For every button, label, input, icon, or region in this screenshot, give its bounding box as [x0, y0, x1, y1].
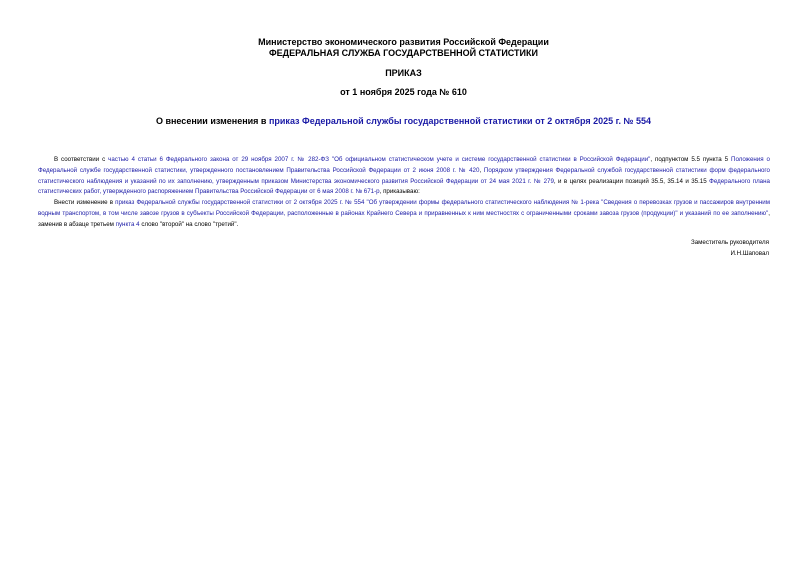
- title-prefix: О внесении изменения в: [155, 116, 269, 126]
- ministry-name: Министерство экономического развития Российской Федерации: [258, 37, 549, 47]
- preamble-text-2: , подпунктом 5.5 пункта 5: [650, 156, 731, 163]
- link-federal-law-282[interactable]: частью 4 статьи 6 Федерального закона от 29 ноября 2007 г. № 282-ФЗ "Об официальном статистическом учете и системе государственной статистики в Российской Федерации": [108, 156, 651, 163]
- order-text-1: Внести изменение в: [54, 199, 116, 207]
- agency-name: ФЕДЕРАЛЬНАЯ СЛУЖБА ГОСУДАРСТВЕННОЙ СТАТИСТИКИ: [269, 48, 538, 58]
- link-clause-4[interactable]: пункта 4: [115, 220, 140, 228]
- preamble-text-4: , и в целях реализации позиций 35.5, 35.14 и 35.15: [553, 177, 710, 185]
- document-date: от 1 ноября 2025 года № 610: [340, 87, 467, 97]
- document-body: [38, 155, 770, 231]
- preamble-text-3: ,: [479, 166, 484, 174]
- signatory-name: И.Н.Шаповал: [730, 250, 769, 257]
- preamble-text-5: , приказываю:: [379, 188, 420, 196]
- link-federal-plan-671r[interactable]: Федерального плана статистических работ, утвержденного распоряжением Правительства Российской Федерации от 6 мая 2008 г. № 671-р: [38, 177, 770, 196]
- link-regulation-420[interactable]: Положения о Федеральной службе государственной статистики, утвержденного постановлением Правительства Российской Федерации от 2 июня 2008 г. № 420: [38, 156, 770, 174]
- order-text-3: слово "второй" на слово "третий".: [139, 220, 239, 228]
- document-type: ПРИКАЗ: [385, 68, 422, 78]
- preamble-paragraph: [38, 155, 770, 198]
- link-order-554[interactable]: приказ Федеральной службы государственной статистики от 2 октября 2025 г. № 554 "Об утверждении формы федерального статистического наблюдения № 1-река "Сведения о перевозках грузов и пассажиров внутренним водным транспортом, в том числе завозе грузов в субъекты Российской Федерации, расположенные в районах Крайнего Севера и приравненных к ним местностях с ограниченными сроками завоза грузов (продукции)" и указаний по ее заполнению": [38, 199, 770, 217]
- link-procedure-279[interactable]: Порядком утверждения Федеральной службой государственной статистики форм федерального статистического наблюдения и указаний по их заполнению, утвержденным приказом Министерства экономического развития Российской Федерации от 24 мая 2021 г. № 279: [38, 166, 770, 185]
- preamble-text-1: В соответствии с: [54, 156, 109, 163]
- document-title: [0, 116, 807, 127]
- title-link-order-554[interactable]: приказ Федеральной службы государственной статистики от 2 октября 2025 г. № 554: [268, 116, 652, 126]
- order-text-2: , заменив в абзаце третьем: [38, 209, 770, 228]
- signatory-position: Заместитель руководителя: [690, 239, 769, 246]
- order-paragraph: [38, 198, 770, 230]
